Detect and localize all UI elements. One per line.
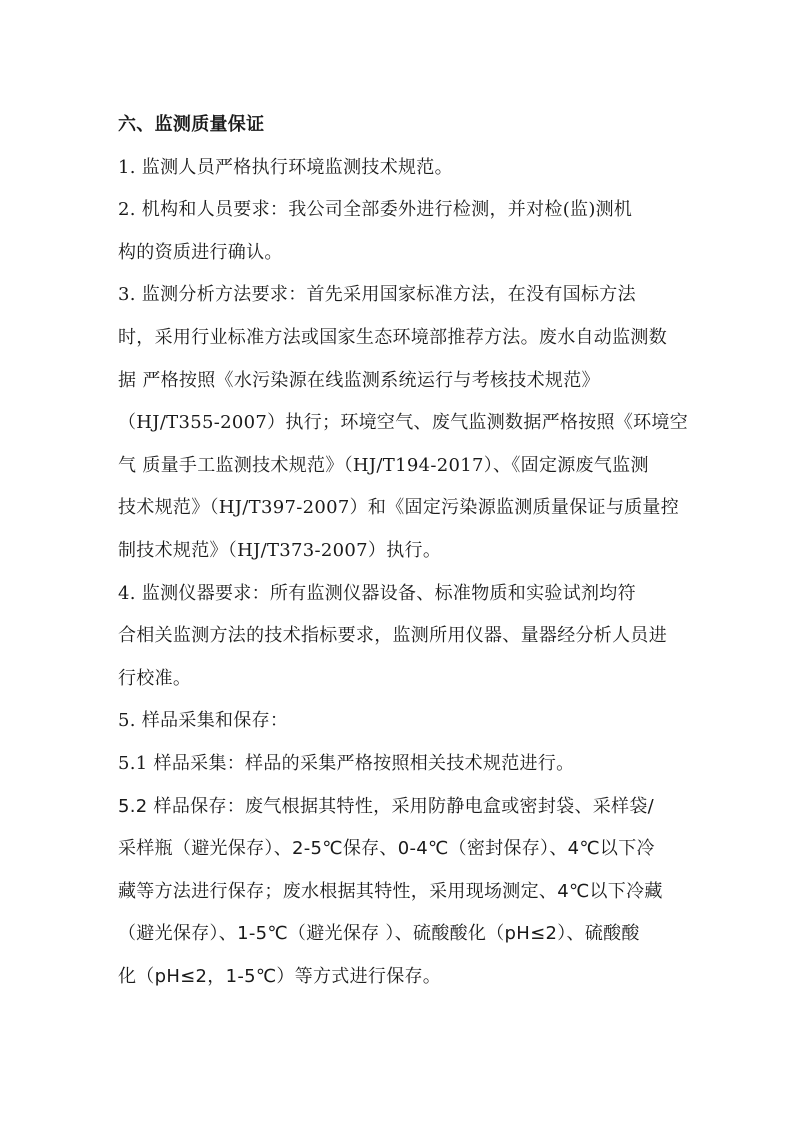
- item-3-line-1: 3. 监测分析方法要求：首先采用国家标准方法，在没有国标方法: [118, 284, 636, 306]
- item-5-2-line-3: 藏等方法进行保存；废水根据其特性，采用现场测定、4℃以下冷藏: [118, 880, 663, 902]
- item-3-line-7: 制技术规范》（HJ/T373-2007）执行。: [118, 539, 442, 561]
- item-5-heading: 5. 样品采集和保存：: [118, 710, 289, 732]
- item-4-line-1: 4. 监测仪器要求：所有监测仪器设备、标准物质和实验试剂均符: [118, 582, 636, 604]
- item-3-line-6: 技术规范》（HJ/T397-2007）和《固定污染源监测质量保证与质量控: [118, 497, 680, 519]
- item-2-line-1: 2. 机构和人员要求：我公司全部委外进行检测，并对检(监)测机: [118, 199, 633, 221]
- item-2-line-2: 构的资质进行确认。: [118, 241, 283, 263]
- section-title: 六、监测质量保证: [118, 114, 265, 135]
- document-page: [118, 104, 688, 998]
- item-5-1-line: 5.1 样品采集：样品的采集严格按照相关技术规范进行。: [118, 752, 575, 774]
- item-3-line-4: （HJ/T355-2007）执行；环境空气、废气监测数据严格按照《环境空: [118, 412, 689, 434]
- item-5-2-line-4: （避光保存）、1-5℃（避光保存 ）、硫酸酸化（pH≤2）、硫酸酸: [118, 923, 640, 945]
- item-5-2-line-5: 化（pH≤2，1-5℃）等方式进行保存。: [118, 965, 442, 987]
- item-3-line-5: 气 质量手工监测技术规范》（HJ/T194-2017）、《固定源废气监测: [118, 454, 649, 476]
- item-1-line: 1. 监测人员严格执行环境监测技术规范。: [118, 156, 453, 178]
- item-3-line-3: 据 严格按照《水污染源在线监测系统运行与考核技术规范》: [118, 369, 600, 391]
- item-4-line-2: 合相关监测方法的技术指标要求，监测所用仪器、量器经分析人员进: [118, 625, 667, 647]
- item-5-2-line-1: 5.2 样品保存：废气根据其特性，采用防静电盒或密封袋、采样袋/: [118, 795, 655, 817]
- item-3-line-2: 时，采用行业标准方法或国家生态环境部推荐方法。废水自动监测数: [118, 326, 667, 348]
- item-4-line-3: 行校准。: [118, 667, 192, 689]
- item-5-2-line-2: 采样瓶（避光保存）、2-5℃保存、0-4℃（密封保存）、4℃以下冷: [118, 838, 655, 860]
